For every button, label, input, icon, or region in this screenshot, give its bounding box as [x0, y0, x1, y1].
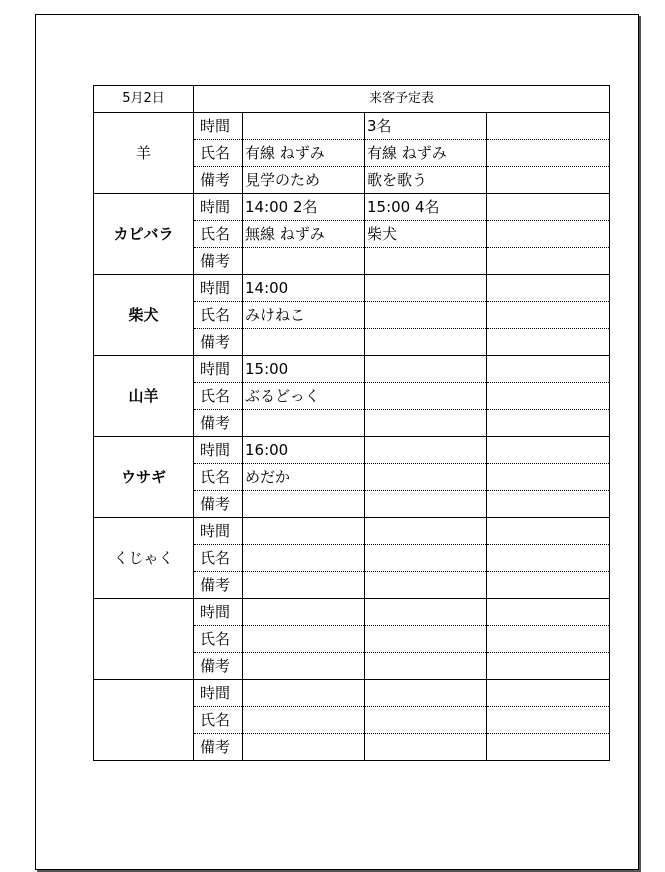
- time-value-cell[interactable]: [487, 518, 610, 545]
- row-label-time: 時間: [194, 113, 243, 140]
- name-value-cell[interactable]: [487, 545, 610, 572]
- note-value-cell[interactable]: [487, 410, 610, 437]
- time-value-cell[interactable]: [487, 437, 610, 464]
- row-label-name: 氏名: [194, 140, 243, 167]
- time-value-cell[interactable]: [365, 275, 487, 302]
- name-value-cell[interactable]: ぶるどっく: [243, 383, 365, 410]
- time-value-cell[interactable]: [365, 680, 487, 707]
- row-label-note: 備考: [194, 734, 243, 761]
- time-value-cell[interactable]: [487, 194, 610, 221]
- name-value-cell[interactable]: [487, 626, 610, 653]
- time-value-cell[interactable]: [243, 518, 365, 545]
- note-value-cell[interactable]: [365, 734, 487, 761]
- row-label-note: 備考: [194, 653, 243, 680]
- row-label-note: 備考: [194, 410, 243, 437]
- note-value-cell[interactable]: [243, 572, 365, 599]
- table-row: [94, 275, 610, 302]
- name-value-cell[interactable]: [487, 302, 610, 329]
- time-value-cell[interactable]: 15:00 4名: [365, 194, 487, 221]
- name-value-cell[interactable]: [365, 707, 487, 734]
- time-value-cell[interactable]: [365, 599, 487, 626]
- name-value-cell[interactable]: [487, 707, 610, 734]
- animal-name-cell: 羊: [94, 113, 194, 194]
- note-value-cell[interactable]: [365, 329, 487, 356]
- name-value-cell[interactable]: [487, 221, 610, 248]
- name-value-cell[interactable]: [365, 545, 487, 572]
- note-value-cell[interactable]: [487, 653, 610, 680]
- time-value-cell[interactable]: 16:00: [243, 437, 365, 464]
- time-value-cell[interactable]: [487, 599, 610, 626]
- row-label-note: 備考: [194, 491, 243, 518]
- row-label-name: 氏名: [194, 383, 243, 410]
- visitor-schedule-table: [93, 85, 610, 761]
- row-label-note: 備考: [194, 329, 243, 356]
- time-value-cell[interactable]: [365, 356, 487, 383]
- table-row: [94, 680, 610, 707]
- note-value-cell[interactable]: [487, 572, 610, 599]
- name-value-cell[interactable]: めだか: [243, 464, 365, 491]
- name-value-cell[interactable]: 有線 ねずみ: [243, 140, 365, 167]
- name-value-cell[interactable]: [487, 464, 610, 491]
- time-value-cell[interactable]: [243, 599, 365, 626]
- row-label-name: 氏名: [194, 302, 243, 329]
- name-value-cell[interactable]: [365, 383, 487, 410]
- note-value-cell[interactable]: [243, 653, 365, 680]
- table-title: 来客予定表: [194, 86, 610, 113]
- note-value-cell[interactable]: [365, 572, 487, 599]
- time-value-cell[interactable]: 15:00: [243, 356, 365, 383]
- row-label-note: 備考: [194, 167, 243, 194]
- name-value-cell[interactable]: [243, 626, 365, 653]
- note-value-cell[interactable]: [243, 248, 365, 275]
- row-label-time: 時間: [194, 437, 243, 464]
- animal-name-cell: くじゃく: [94, 518, 194, 599]
- table-row: [94, 437, 610, 464]
- note-value-cell[interactable]: [487, 329, 610, 356]
- animal-name-cell: [94, 680, 194, 761]
- table-row: [94, 113, 610, 140]
- row-label-time: 時間: [194, 194, 243, 221]
- note-value-cell[interactable]: [243, 491, 365, 518]
- row-label-time: 時間: [194, 518, 243, 545]
- name-value-cell[interactable]: [365, 464, 487, 491]
- table-row: [94, 356, 610, 383]
- row-label-time: 時間: [194, 275, 243, 302]
- animal-name-cell: [94, 599, 194, 680]
- row-label-name: 氏名: [194, 221, 243, 248]
- name-value-cell[interactable]: [487, 140, 610, 167]
- header-row: [94, 86, 610, 113]
- time-value-cell[interactable]: 14:00: [243, 275, 365, 302]
- note-value-cell[interactable]: [243, 410, 365, 437]
- note-value-cell[interactable]: [487, 248, 610, 275]
- note-value-cell[interactable]: [365, 653, 487, 680]
- name-value-cell[interactable]: 有線 ねずみ: [365, 140, 487, 167]
- row-label-note: 備考: [194, 572, 243, 599]
- note-value-cell[interactable]: [243, 734, 365, 761]
- name-value-cell[interactable]: [365, 626, 487, 653]
- table-row: [94, 194, 610, 221]
- time-value-cell[interactable]: 3名: [365, 113, 487, 140]
- time-value-cell[interactable]: [487, 113, 610, 140]
- note-value-cell[interactable]: [243, 329, 365, 356]
- time-value-cell[interactable]: [243, 680, 365, 707]
- row-label-name: 氏名: [194, 545, 243, 572]
- note-value-cell[interactable]: 歌を歌う: [365, 167, 487, 194]
- time-value-cell[interactable]: [365, 437, 487, 464]
- animal-name-cell: 山羊: [94, 356, 194, 437]
- name-value-cell[interactable]: [365, 302, 487, 329]
- name-value-cell[interactable]: [487, 383, 610, 410]
- time-value-cell[interactable]: [487, 356, 610, 383]
- name-value-cell[interactable]: 柴犬: [365, 221, 487, 248]
- note-value-cell[interactable]: 見学のため: [243, 167, 365, 194]
- time-value-cell[interactable]: 14:00 2名: [243, 194, 365, 221]
- time-value-cell[interactable]: [365, 518, 487, 545]
- time-value-cell[interactable]: [487, 680, 610, 707]
- name-value-cell[interactable]: 無線 ねずみ: [243, 221, 365, 248]
- row-label-time: 時間: [194, 599, 243, 626]
- note-value-cell[interactable]: [487, 167, 610, 194]
- date-cell: 5月2日: [94, 86, 194, 113]
- note-value-cell[interactable]: [365, 410, 487, 437]
- animal-name-cell: ウサギ: [94, 437, 194, 518]
- animal-name-cell: 柴犬: [94, 275, 194, 356]
- table-row: [94, 518, 610, 545]
- row-label-name: 氏名: [194, 707, 243, 734]
- row-label-name: 氏名: [194, 626, 243, 653]
- note-value-cell[interactable]: [487, 491, 610, 518]
- name-value-cell[interactable]: [243, 545, 365, 572]
- name-value-cell[interactable]: みけねこ: [243, 302, 365, 329]
- animal-name-cell: カピバラ: [94, 194, 194, 275]
- row-label-note: 備考: [194, 248, 243, 275]
- table-row: [94, 599, 610, 626]
- row-label-time: 時間: [194, 680, 243, 707]
- row-label-time: 時間: [194, 356, 243, 383]
- time-value-cell[interactable]: [487, 275, 610, 302]
- name-value-cell[interactable]: [243, 707, 365, 734]
- note-value-cell[interactable]: [365, 491, 487, 518]
- time-value-cell[interactable]: [243, 113, 365, 140]
- note-value-cell[interactable]: [365, 248, 487, 275]
- note-value-cell[interactable]: [487, 734, 610, 761]
- row-label-name: 氏名: [194, 464, 243, 491]
